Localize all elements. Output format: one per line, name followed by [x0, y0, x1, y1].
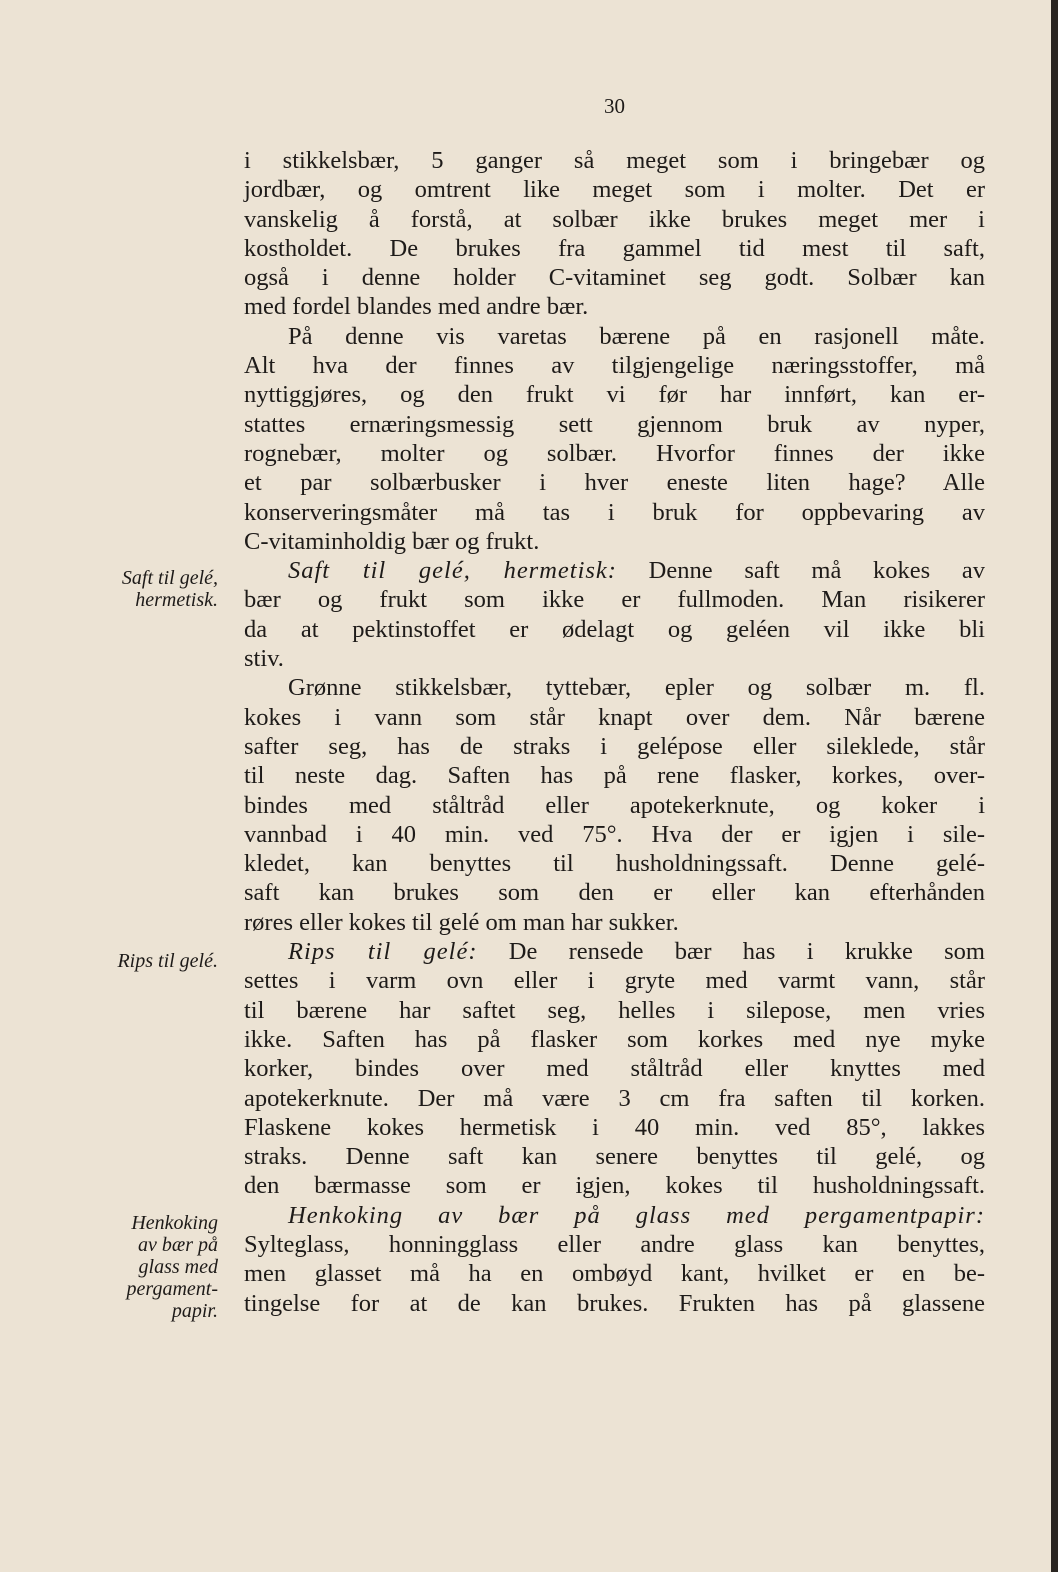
text-line: da at pektinstoffet er ødelagt og geléen vil ikke bli: [244, 615, 985, 643]
text-fragment: De rensede bær has i krukke som: [477, 938, 985, 966]
text-line: [244, 937, 985, 966]
text-line: konserveringsmåter må tas i bruk for oppbevaring av: [244, 498, 985, 526]
section-heading-saft-til-gele: Saft til gelé, hermetisk:: [288, 557, 617, 585]
text-line: ikke. Saften has på flasker som korkes med nye myke: [244, 1025, 985, 1053]
text-line: røres eller kokes til gelé om man har sukker.: [244, 908, 679, 936]
section-heading-henkoking: Henkoking av bær på glass med pergamentpapir:: [288, 1201, 985, 1229]
text-line: stattes ernæringsmessig sett gjennom bruk av nyper,: [244, 410, 985, 438]
text-line: i stikkelsbær, 5 ganger så meget som i bringebær og: [244, 147, 985, 174]
text-line: Alt hva der finnes av tilgjengelige næringsstoffer, må: [244, 352, 985, 380]
page-edge: [1051, 0, 1058, 1572]
text-line: safter seg, has de straks i gelépose eller sileklede, står: [244, 732, 985, 760]
text-line: også i denne holder C-vitaminet seg godt. Solbær kan: [244, 264, 985, 292]
text-line: nyttiggjøres, og den frukt vi før har innført, kan er-: [244, 381, 985, 409]
text-line: jordbær, og omtrent like meget som i molter. Det er: [244, 176, 985, 204]
text-line: korker, bindes over med ståltråd eller knyttes med: [244, 1055, 985, 1083]
margin-note-line: Henkoking: [131, 1212, 218, 1234]
text-line: settes i varm ovn eller i gryte med varmt vann, står: [244, 967, 985, 995]
text-line: et par solbærbusker i hver eneste liten hage? Alle: [244, 469, 985, 497]
margin-note-rips-til-gele: [56, 950, 218, 972]
margin-note-saft-til-gele: [56, 567, 218, 611]
text-line: rognebær, molter og solbær. Hvorfor finnes der ikke: [244, 439, 985, 467]
text-line: apotekerknute. Der må være 3 cm fra saften til korken.: [244, 1084, 985, 1112]
text-line: men glasset må ha en ombøyd kant, hvilket er en be-: [244, 1260, 985, 1288]
text-line: tingelse for at de kan brukes. Frukten has på glassene: [244, 1289, 985, 1317]
text-line: vanskelig å forstå, at solbær ikke brukes meget mer i: [244, 205, 985, 233]
text-line: kledet, kan benyttes til husholdningssaft. Denne gelé-: [244, 850, 985, 878]
text-line: stiv.: [244, 645, 284, 673]
margin-note-line: Saft til gelé,: [121, 567, 218, 589]
margin-note-henkoking: [56, 1212, 218, 1322]
text-line: bindes med ståltråd eller apotekerknute, og koker i: [244, 791, 985, 819]
text-line: Grønne stikkelsbær, tyttebær, epler og solbær m. fl.: [288, 674, 985, 702]
text-line: vannbad i 40 min. ved 75°. Hva der er igjen i sile-: [244, 820, 985, 848]
text-line: bær og frukt som ikke er fullmoden. Man risikerer: [244, 586, 985, 614]
text-line: C-vitaminholdig bær og frukt.: [244, 527, 540, 555]
text-line: kostholdet. De brukes fra gammel tid mest til saft,: [244, 234, 985, 262]
margin-note-line: av bær på: [138, 1234, 218, 1256]
section-heading-rips-til-gele: Rips til gelé:: [288, 938, 478, 966]
margin-note-line: papir.: [171, 1300, 218, 1322]
text-line: Flaskene kokes hermetisk i 40 min. ved 85°, lakkes: [244, 1113, 985, 1141]
margin-note-line: pergament-: [126, 1278, 218, 1300]
body-text: [244, 146, 985, 1318]
page-number: 30: [604, 94, 625, 118]
margin-note-line: Rips til gelé.: [117, 950, 218, 972]
text-fragment: Denne saft må kokes av: [616, 557, 986, 585]
text-line: [244, 556, 985, 585]
text-line: til neste dag. Saften has på rene flasker, korkes, over-: [244, 762, 985, 790]
text-line: straks. Denne saft kan senere benyttes til gelé, og: [244, 1143, 985, 1171]
margin-note-line: hermetisk.: [135, 589, 218, 611]
text-line: med fordel blandes med andre bær.: [244, 293, 589, 321]
text-line: den bærmasse som er igjen, kokes til husholdningssaft.: [244, 1172, 985, 1200]
text-line: Sylteglass, honningglass eller andre glass kan benyttes,: [244, 1230, 985, 1258]
text-line: saft kan brukes som den er eller kan efterhånden: [244, 879, 985, 907]
margin-note-line: glass med: [138, 1256, 218, 1278]
text-line: til bærene har saftet seg, helles i silepose, men vries: [244, 996, 985, 1024]
text-line: kokes i vann som står knapt over dem. Når bærene: [244, 703, 985, 731]
text-line: På denne vis varetas bærene på en rasjonell måte.: [288, 322, 985, 350]
